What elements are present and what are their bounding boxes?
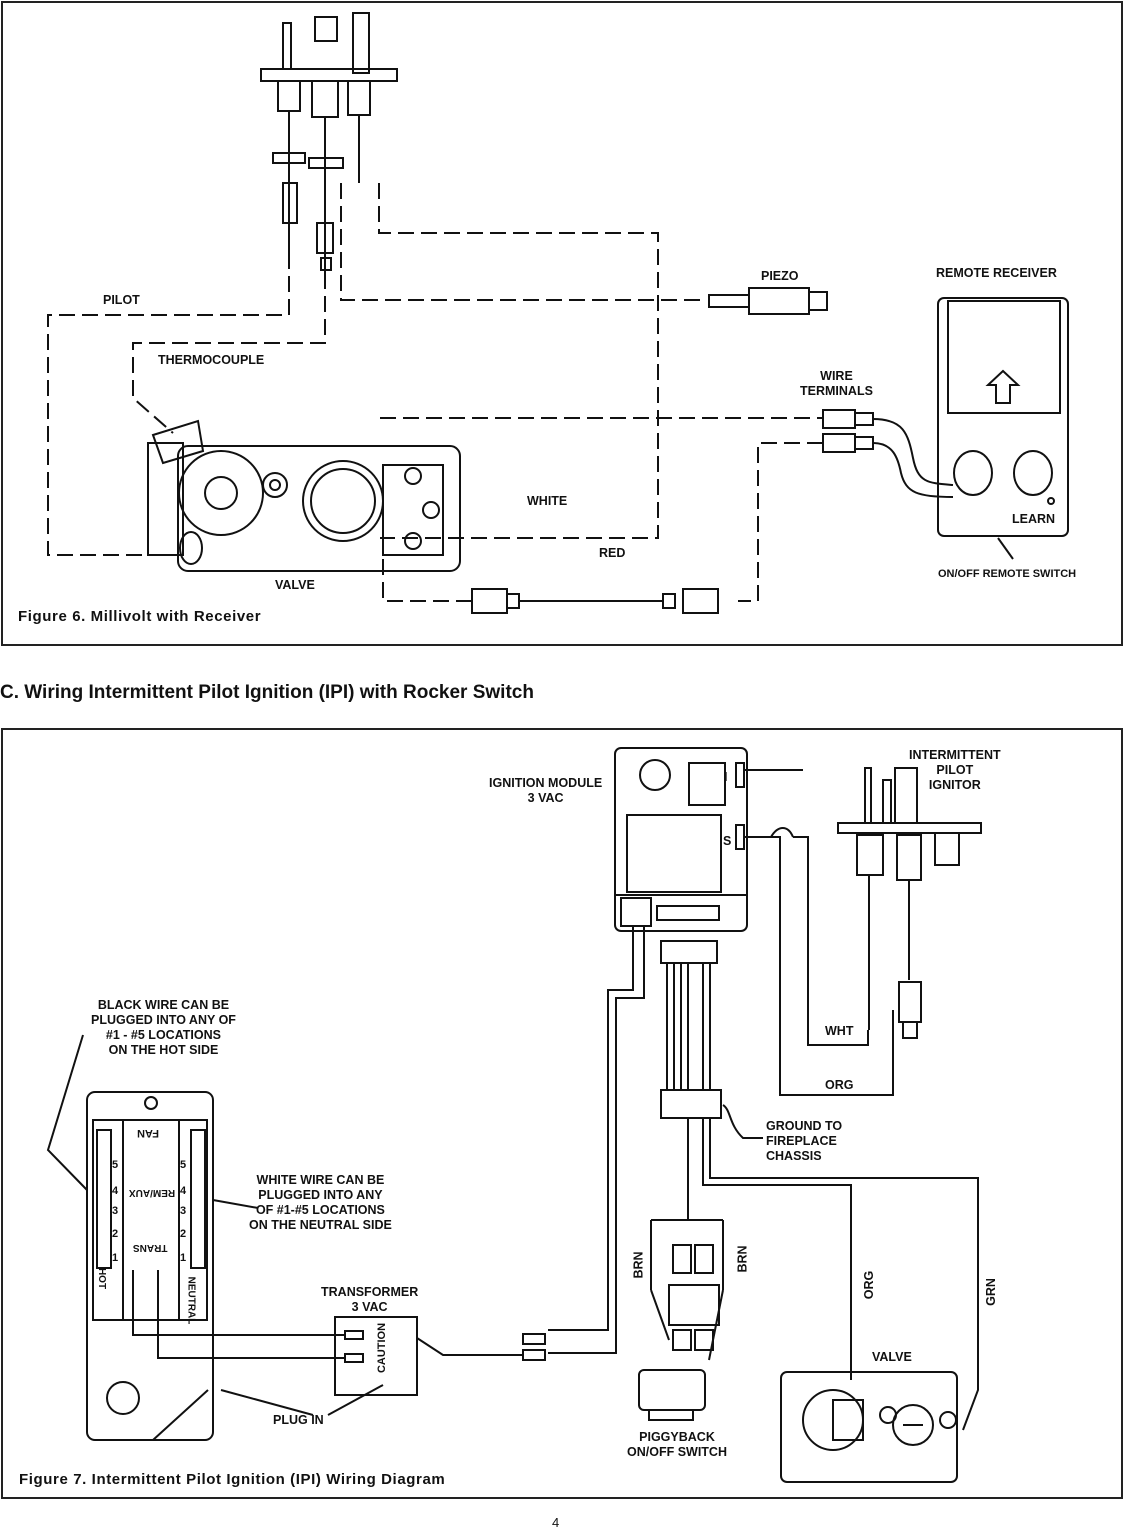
label-hot: HOT (96, 1267, 108, 1290)
millivolt-wiring-diagram (3, 3, 1125, 648)
slot-4-neutral: 4 (180, 1185, 187, 1197)
label-white-wire: WHITE (527, 494, 568, 508)
label-pilot: PILOT (103, 293, 140, 307)
label-grn: GRN (983, 1278, 998, 1306)
label-transformer: TRANSFORMER 3 VAC (321, 1285, 419, 1314)
junction-box (87, 1092, 213, 1440)
label-fan: FAN (137, 1127, 159, 1139)
figure-6-panel (1, 1, 1123, 646)
label-ground: GROUND TO FIREPLACE CHASSIS (766, 1119, 843, 1163)
label-on-off-remote-switch: ON/OFF REMOTE SWITCH (938, 568, 1077, 580)
label-thermocouple: THERMOCOUPLE (158, 353, 265, 367)
slot-4-hot: 4 (112, 1185, 119, 1197)
label-piggyback-switch: PIGGYBACK ON/OFF SWITCH (627, 1430, 727, 1459)
figure-7-caption: Figure 7. Intermittent Pilot Ignition (IPI) Wiring Diagram (19, 1471, 446, 1488)
module-harness (661, 941, 763, 1138)
slot-5-hot: 5 (112, 1159, 119, 1171)
page-number: 4 (552, 1515, 560, 1530)
label-wht: WHT (825, 1024, 854, 1038)
label-white-wire-note: WHITE WIRE CAN BE PLUGGED INTO ANY OF #1-#5 LOCATIONS ON THE NEUTRAL SIDE (249, 1173, 392, 1232)
label-org: ORG (825, 1078, 854, 1092)
pilot-wires (48, 183, 823, 601)
label-org-vertical: ORG (862, 1270, 877, 1300)
piezo-igniter (709, 288, 827, 314)
pilot-assembly (261, 13, 397, 273)
label-red-wire: RED (599, 546, 626, 560)
label-piezo: PIEZO (761, 269, 799, 283)
label-ipi-igniter: INTERMITTENT PILOT IGNITOR (909, 748, 1001, 792)
label-remote-receiver: REMOTE RECEIVER (936, 266, 1057, 280)
slot-2-neutral: 2 (180, 1228, 187, 1240)
slot-1-hot: 1 (112, 1252, 119, 1264)
section-title: C. Wiring Intermittent Pilot Ignition (IPI) with Rocker Switch (0, 682, 534, 703)
label-trans: TRANS (133, 1242, 168, 1253)
label-terminal-i: I (724, 770, 728, 784)
label-plug-in: PLUG IN (273, 1413, 324, 1427)
label-caution: CAUTION (376, 1322, 389, 1374)
label-ignition-module: IGNITION MODULE 3 VAC (489, 776, 603, 805)
slot-5-neutral: 5 (180, 1159, 187, 1171)
ipi-igniter (838, 768, 981, 1038)
label-brn-left: BRN (631, 1251, 646, 1279)
label-wire-terminals: WIRE TERMINALS (800, 369, 873, 398)
label-rem-aux: REM/AUX (129, 1187, 176, 1198)
figure-7-panel (1, 728, 1123, 1499)
label-black-wire-note: BLACK WIRE CAN BE PLUGGED INTO ANY OF #1 - #5 LOCATIONS ON THE HOT SIDE (91, 998, 236, 1057)
ipi-gas-valve (781, 1372, 957, 1482)
red-wire-connector (472, 589, 718, 613)
ipi-wiring-diagram (3, 730, 1125, 1501)
label-valve: VALVE (275, 578, 315, 592)
label-brn-right: BRN (735, 1245, 750, 1273)
label-valve-ipi: VALVE (872, 1350, 912, 1364)
slot-3-neutral: 3 (180, 1205, 187, 1217)
wire-terminals (823, 410, 953, 497)
gas-valve (148, 421, 460, 571)
label-terminal-s: S (723, 834, 732, 848)
label-neutral: NEUTRAL (185, 1276, 197, 1325)
label-learn: LEARN (1012, 512, 1056, 526)
slot-3-hot: 3 (112, 1205, 119, 1217)
slot-1-neutral: 1 (180, 1252, 187, 1264)
figure-6-caption: Figure 6. Millivolt with Receiver (18, 608, 262, 625)
remote-receiver (938, 298, 1068, 536)
slot-2-hot: 2 (112, 1228, 119, 1240)
module-wires (548, 770, 978, 1430)
